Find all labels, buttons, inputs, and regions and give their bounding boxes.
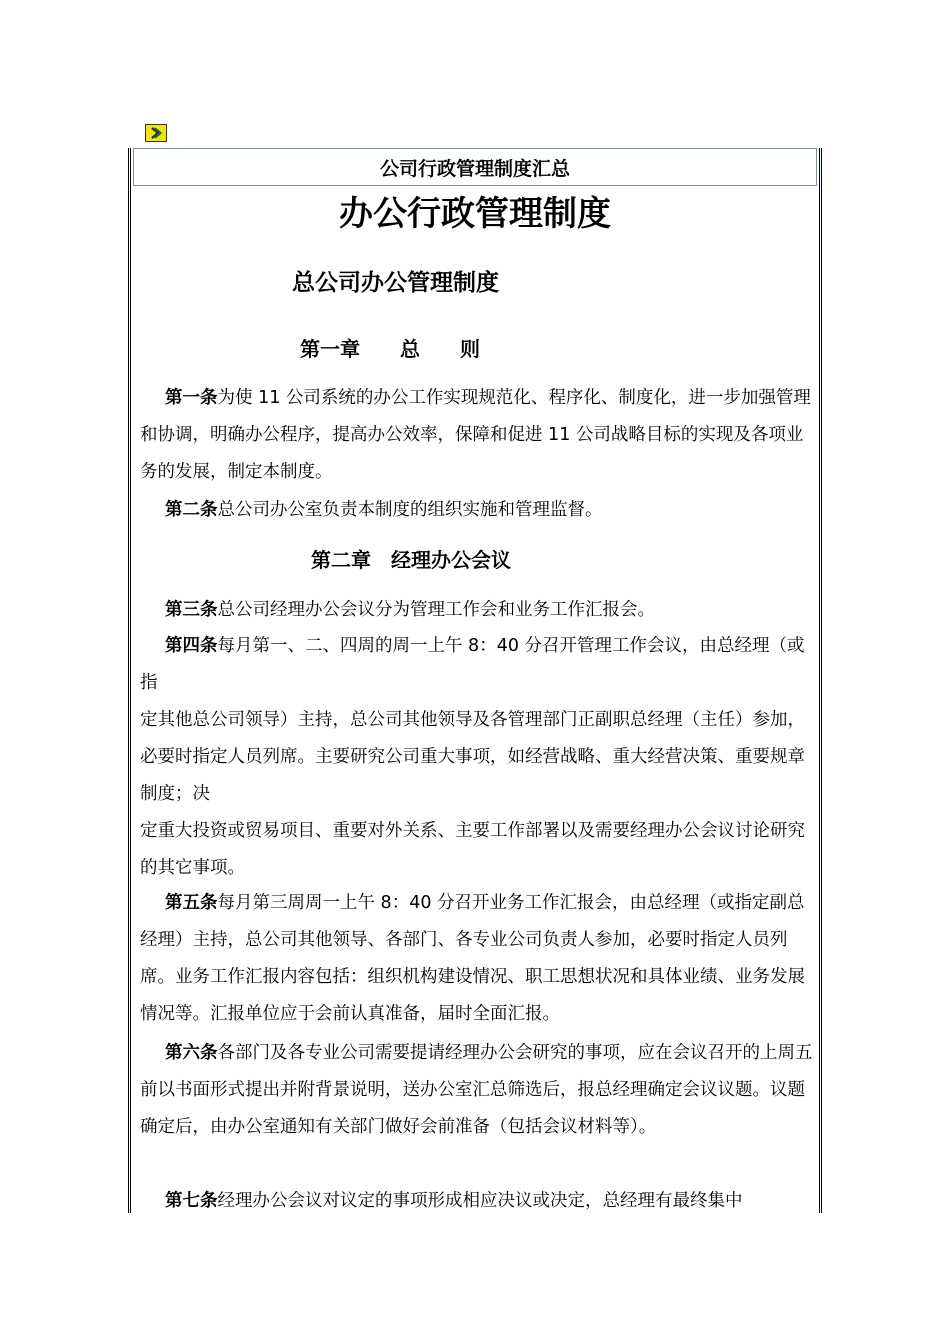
article-7	[140, 1183, 820, 1213]
article-text: 为使 11 公司系统的办公工作实现规范化、程序化、制度化，进一步加强管理和协调，明确办公程序，提高办公效率，保障和促进 11 公司战略目标的实现及各项业务的发展，制定本制度。	[140, 388, 811, 482]
article-text: 每月第三周周一上午 8：40 分召开业务工作汇报会，由总经理（或指定副总经理）主持，总公司其他领导、各部门、各专业公司负责人参加，必要时指定人员列席。业务工作汇报内容包括：组织机构建设情况、职工思想状况和具体业绩、业务发展情况等。汇报单位应于会前认真准备，届时全面汇报。	[140, 893, 805, 1024]
chapter-2-title: 第二章 经理办公会议	[311, 548, 511, 572]
article-label: 第七条	[165, 1191, 218, 1211]
article-continuation: 定其他总公司领导）主持，总公司其他领导及各管理部门正副职总经理（主任）参加，必要时指定人员列席。主要研究公司重大事项，如经营战略、重大经营决策、重要规章制度；决	[140, 710, 805, 804]
article-label: 第四条	[165, 636, 218, 656]
arrow-icon[interactable]	[145, 124, 167, 142]
article-text: 总公司办公室负责本制度的组织实施和管理监督。	[217, 500, 603, 520]
article-6	[140, 1035, 820, 1146]
article-3	[140, 592, 820, 629]
article-2	[140, 492, 820, 529]
article-label: 第一条	[165, 388, 218, 408]
article-1	[140, 380, 820, 491]
article-4	[140, 628, 820, 887]
article-text: 各部门及各专业公司需要提请经理办公会研究的事项，应在会议召开的上周五前以书面形式提出并附背景说明，送办公室汇总筛选后，报总经理确定会议议题。议题确定后，由办公室通知有关部门做好会前准备（包括会议材料等）。	[140, 1043, 813, 1137]
article-5	[140, 885, 820, 1033]
header-title: 公司行政管理制度汇总	[133, 148, 817, 186]
article-label: 第六条	[165, 1043, 218, 1063]
article-label: 第五条	[165, 893, 218, 913]
main-title: 办公行政管理制度	[339, 194, 611, 234]
chapter-1-title: 第一章 总 则	[300, 337, 480, 361]
article-text: 经理办公会议对议定的事项形成相应决议或决定，总经理有最终集中	[217, 1191, 743, 1211]
article-text: 每月第一、二、四周的周一上午 8：40 分召开管理工作会议，由总经理（或指	[140, 636, 805, 693]
article-text: 总公司经理办公会议分为管理工作会和业务工作汇报会。	[217, 600, 655, 620]
article-label: 第三条	[165, 600, 218, 620]
article-label: 第二条	[165, 500, 218, 520]
sub-title: 总公司办公管理制度	[292, 270, 499, 296]
article-continuation: 定重大投资或贸易项目、重要对外关系、主要工作部署以及需要经理办公会议讨论研究的其它事项。	[140, 821, 805, 878]
arrow-glyph	[149, 126, 163, 140]
